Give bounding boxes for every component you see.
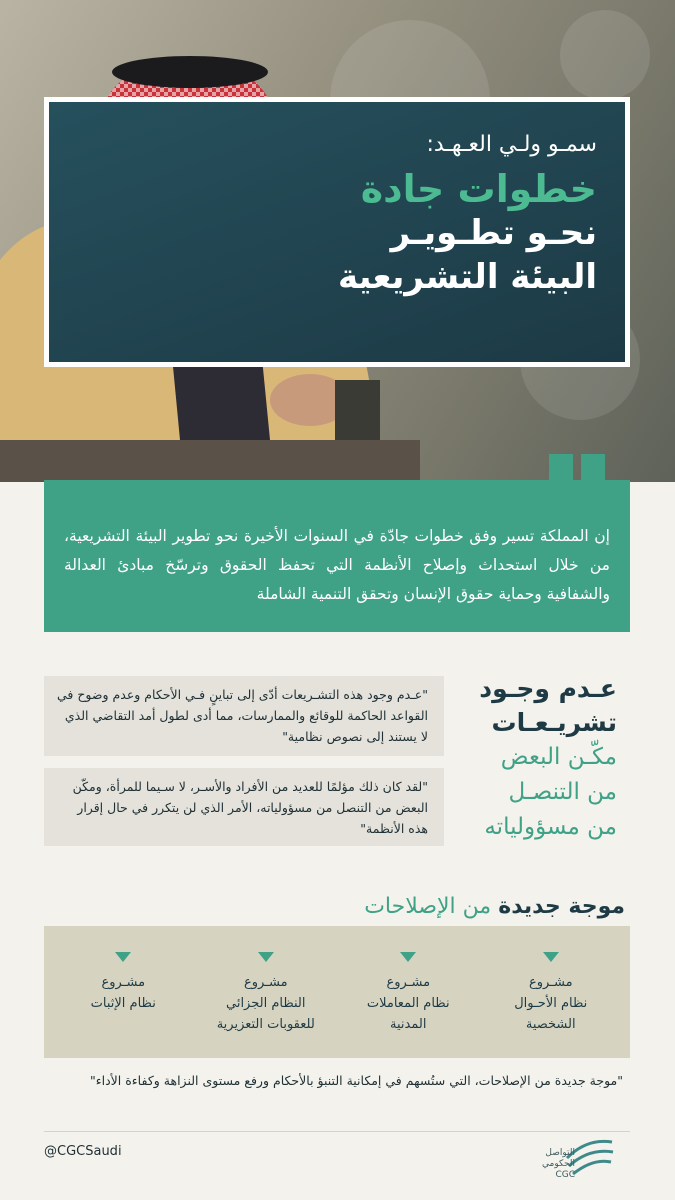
reform-item-line: مشـروع (528, 975, 573, 990)
reform-item-line: مشـروع (243, 975, 288, 990)
twitter-handle[interactable]: @CGCSaudi (44, 1144, 122, 1159)
quote-box-1: "عـدم وجود هذه التشـريعات أدّى إلى تباينٍ فـي الأحكام وعدم وضوح في القواعد الحاكمة للوقائع والممارسات، مما أدى لطول أمد التقاضي الذي لا يستند إلى نصوص نظامية" (44, 676, 444, 756)
reforms-panel (44, 926, 630, 1058)
closing-quote: "موجة جديدة من الإصلاحات، التي ستُسهم في إمكانية التنبؤ بالأحكام ورفع مستوى النزاهة وكفاءة الأداء" (90, 1073, 623, 1088)
title-panel (44, 97, 630, 367)
reform-item-line: الشخصية (525, 1017, 576, 1032)
logo-line: CGC (555, 1170, 575, 1180)
title-block (338, 132, 597, 299)
reforms-heading-light: من الإصلاحات (364, 894, 492, 919)
reforms-heading-bold: موجة جديدة (498, 894, 625, 919)
triangle-down-icon (400, 952, 416, 962)
logo-text (542, 1148, 575, 1181)
title-line-3: البيئة التشريعية (337, 257, 597, 297)
intro-statement: إن المملكة تسير وفق خطوات جادّة في السنوات الأخيرة نحو تطوير البيئة التشريعية، من خلال استحداث وإصلاح الأنظمة التي تحفظ الحقوق وترسّخ مبادئ العدالة والشفافية وحماية حقوق الإنسان وتحقق التنمية الشاملة (44, 480, 630, 632)
side-headline (447, 672, 617, 845)
reform-item-line: للعقوبات التعزيرية (216, 1017, 315, 1032)
title-highlight: خطوات جادة (360, 167, 597, 211)
logo-line: الحكومي (542, 1159, 575, 1169)
reform-item-line: نظام المعاملات (366, 996, 450, 1011)
side-bold-line-1: عـدم وجـود (479, 674, 617, 703)
reform-item (486, 926, 616, 1058)
title-subtitle: سمـو ولـي العـهـد: (426, 132, 597, 157)
reform-item-line: النظام الجزائي (225, 996, 306, 1011)
reform-item (343, 926, 473, 1058)
title-line-2: نحـو تطـويـر (390, 213, 597, 253)
triangle-down-icon (543, 952, 559, 962)
quote-box-2: "لقد كان ذلك مؤلمًا للعديد من الأفراد والأسـر، لا سـيما للمرأة، ومكّن البعض من التنصل من مسؤولياته، الأمر الذي لن يتكرر في حال إقرار هذه الأنظمة" (44, 768, 444, 846)
triangle-down-icon (115, 952, 131, 962)
reform-item-line: مشـروع (386, 975, 431, 990)
side-bold-line-2: تشريـعـات (491, 708, 617, 737)
side-light-line-1: مكّـن البعض (500, 744, 617, 770)
reform-item-line: المدنية (390, 1017, 427, 1032)
reforms-heading (364, 894, 625, 919)
logo-line: التواصل (545, 1148, 575, 1158)
side-light-line-2: من التنصـل (508, 779, 617, 805)
quote-mark-icon (547, 452, 607, 506)
reform-item (58, 926, 188, 1058)
reform-item (201, 926, 331, 1058)
reform-item-line: نظام الأحـوال (514, 996, 588, 1011)
triangle-down-icon (258, 952, 274, 962)
side-light-line-3: من مسؤولياته (484, 814, 617, 840)
reform-item-line: نظام الإثبات (90, 996, 156, 1011)
reform-item-line: مشـروع (101, 975, 146, 990)
